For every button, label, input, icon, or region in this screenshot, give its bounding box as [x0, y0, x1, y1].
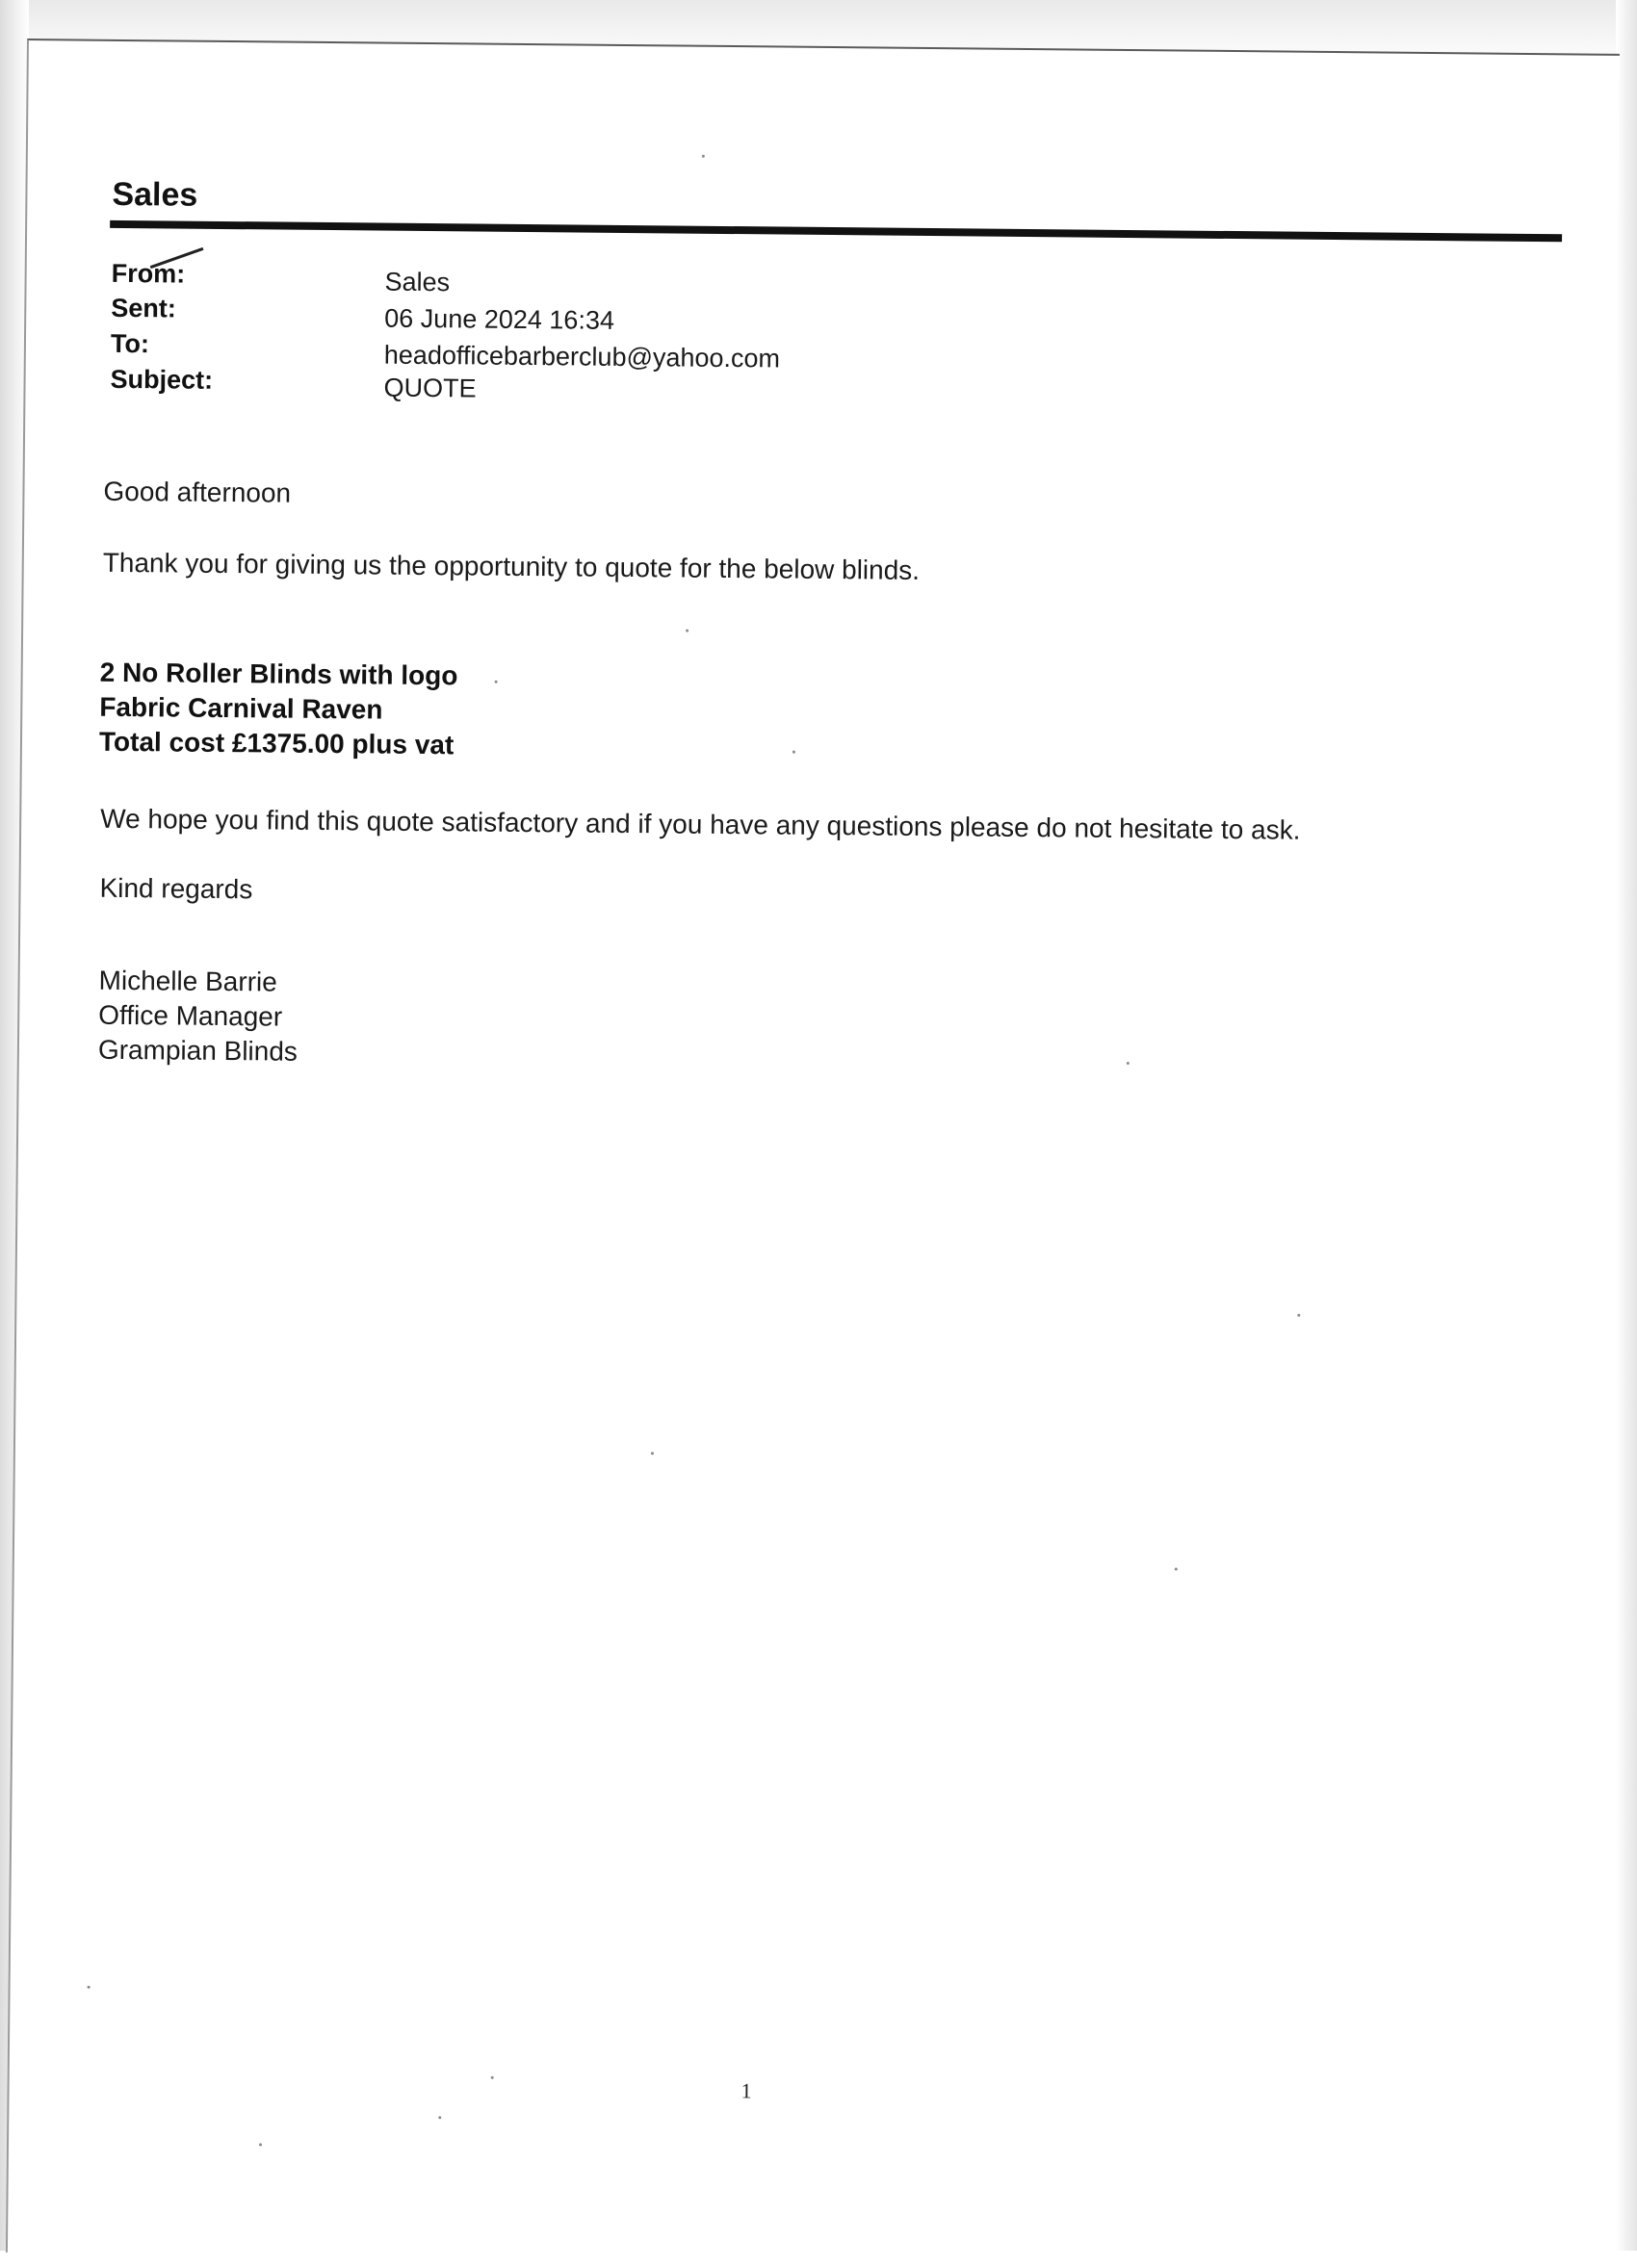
email-title: Sales	[112, 175, 198, 214]
page-number: 1	[741, 2078, 752, 2103]
quote-line-item: 2 No Roller Blinds with logo	[99, 657, 458, 691]
from-value: Sales	[384, 267, 451, 297]
to-label: To:	[110, 328, 150, 359]
subject-label: Subject:	[110, 364, 214, 395]
scan-speck	[702, 155, 705, 158]
from-label: From:	[111, 258, 186, 289]
sent-value: 06 June 2024 16:34	[384, 303, 615, 335]
scan-speck	[1175, 1568, 1178, 1571]
subject-value: QUOTE	[383, 373, 477, 403]
title-divider	[110, 220, 1562, 242]
scan-speck	[495, 681, 498, 683]
quote-line-fabric: Fabric Carnival Raven	[99, 691, 383, 725]
to-value: headofficebarberclub@yahoo.com	[383, 340, 781, 374]
closing-text: We hope you find this quote satisfactory and if you have any questions please do not hesitate to ask.	[100, 803, 1301, 845]
scan-speck	[491, 2076, 494, 2079]
intro-text: Thank you for giving us the opportunity to quote for the below blinds.	[102, 547, 921, 585]
scan-speck	[651, 1452, 654, 1455]
signature-company: Grampian Blinds	[97, 1034, 299, 1067]
quote-line-total: Total cost £1375.00 plus vat	[98, 726, 455, 760]
scan-speck	[793, 751, 795, 754]
scan-speck	[88, 1986, 91, 1989]
printed-email-page	[6, 39, 1620, 2268]
signature-name: Michelle Barrie	[98, 965, 277, 997]
scan-shadow-right	[1616, 0, 1637, 2251]
scan-speck	[259, 2143, 262, 2146]
scan-speck	[1297, 1314, 1300, 1317]
signature-role: Office Manager	[98, 999, 283, 1032]
sent-label: Sent:	[111, 293, 176, 323]
scan-speck	[686, 630, 689, 632]
scan-speck	[438, 2116, 441, 2119]
regards-text: Kind regards	[99, 872, 253, 905]
greeting-text: Good afternoon	[103, 476, 292, 508]
scan-speck	[1127, 1062, 1130, 1065]
